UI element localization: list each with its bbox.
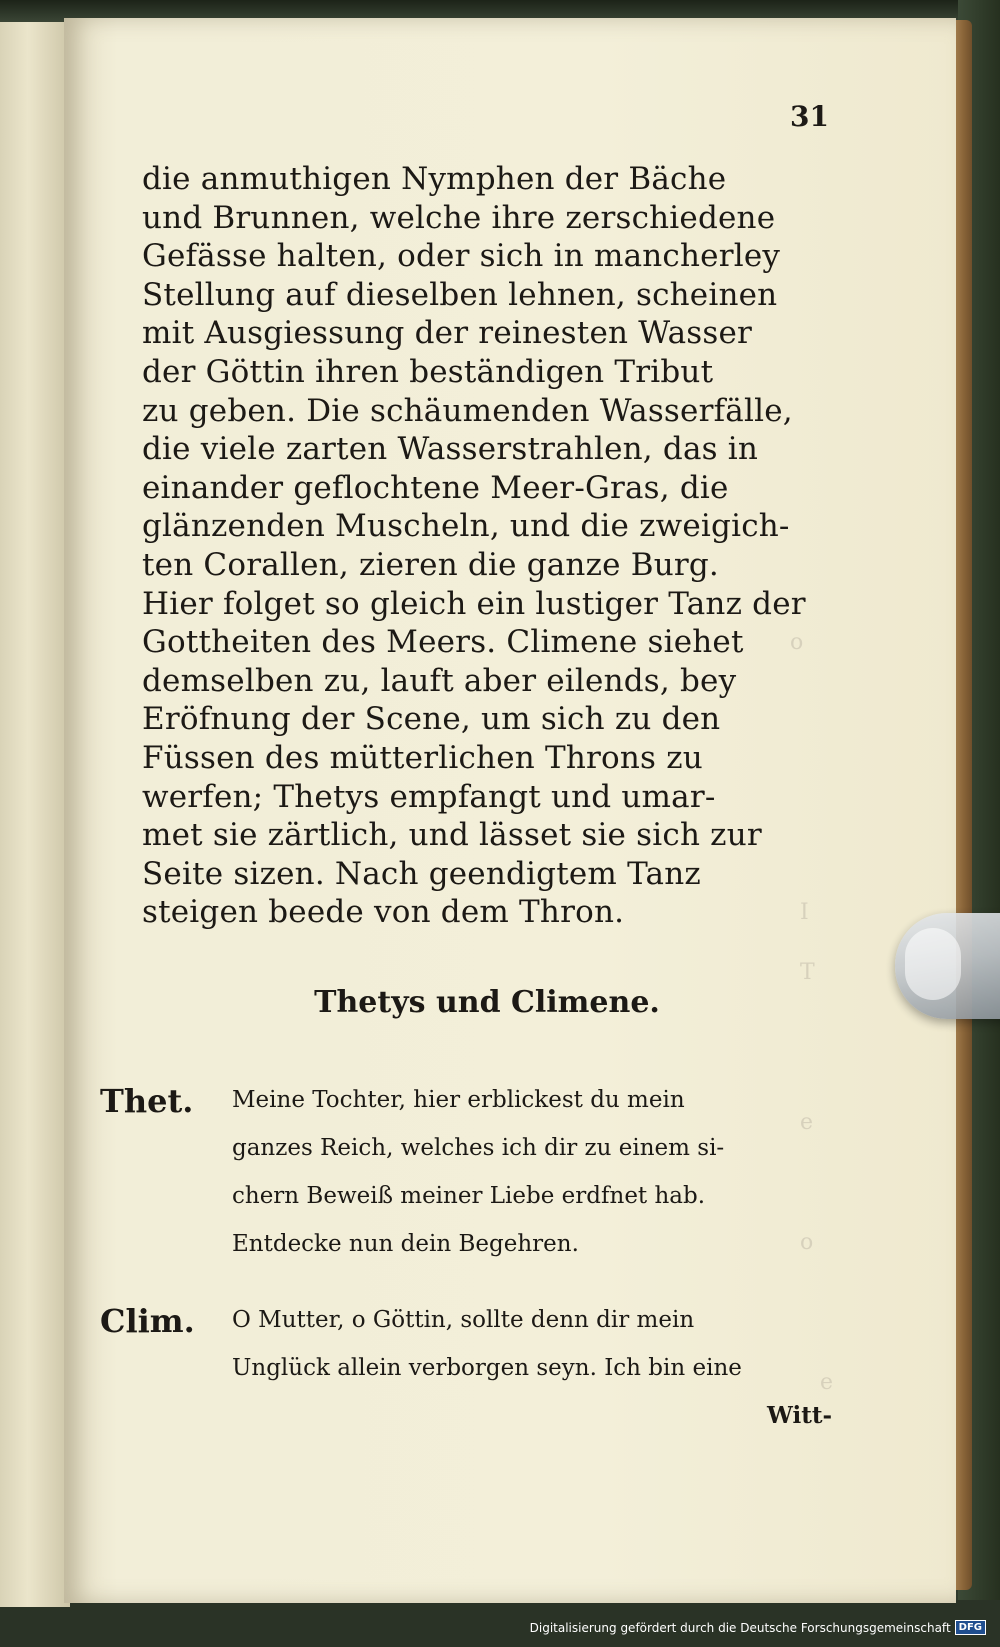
body-line: Hier folget so gleich ein lustiger Tanz der [142,585,806,622]
body-line: Gefässe halten, oder sich in mancherley [142,238,781,275]
scene-heading: Thetys und Climene. [314,985,660,1020]
speech-line: Unglück allein verborgen seyn. Ich bin eine [232,1355,742,1381]
previous-page-edge [0,22,70,1607]
body-line: einander geflochtene Meer-Gras, die [142,469,729,506]
funding-credit: Digitalisierung gefördert durch die Deutsche Forschungsgemeinschaft [529,1620,951,1635]
body-line: Seite sizen. Nach geendigtem Tanz [142,855,701,892]
body-line: der Göttin ihren beständigen Tribut [142,353,714,390]
scanner-thumb-highlight [905,928,961,1000]
speech-line: Entdecke nun dein Begehren. [232,1231,579,1257]
show-through-mark: e [820,1370,834,1395]
body-line: zu geben. Die schäumenden Wasserfälle, [142,392,793,429]
page-number: 31 [790,100,829,133]
body-line: Füssen des mütterlichen Throns zu [142,739,703,776]
body-line: und Brunnen, welche ihre zerschiedene [142,199,776,236]
show-through-mark: I [800,900,809,925]
body-line: mit Ausgiessung der reinesten Wasser [142,315,753,352]
body-line: met sie zärtlich, und lässet sie sich zur [142,817,762,854]
body-line: werfen; Thetys empfangt und umar- [142,778,716,815]
body-line: ten Corallen, zieren die ganze Burg. [142,546,719,583]
body-line: Eröfnung der Scene, um sich zu den [142,701,721,738]
body-line: steigen beede von dem Thron. [142,894,625,931]
speech-line: ganzes Reich, welches ich dir zu einem si- [232,1135,725,1161]
body-line: demselben zu, lauft aber eilends, bey [142,662,737,699]
show-through-mark: o [800,1230,814,1255]
speech-climene [232,1296,832,1440]
dfg-logo: DFG [955,1620,986,1635]
speaker-label-climene: Clim. [100,1302,195,1340]
speaker-label-thetys: Thet. [100,1082,194,1120]
speech-thetys [232,1076,832,1268]
show-through-mark: e [800,1110,814,1135]
body-line: Stellung auf dieselben lehnen, scheinen [142,276,778,313]
body-paragraph [142,160,832,932]
speech-line: O Mutter, o Göttin, sollte denn dir mein [232,1307,695,1333]
body-line: glänzenden Muscheln, und die zweigich- [142,508,790,545]
show-through-mark: o [790,630,804,655]
body-line: die viele zarten Wasserstrahlen, das in [142,431,759,468]
body-line: Gottheiten des Meers. Climene siehet [142,624,744,661]
catchword: Witt- [767,1402,832,1429]
speech-line: Meine Tochter, hier erblickest du mein [232,1087,685,1113]
digitization-footer [530,1620,986,1635]
show-through-mark: T [800,960,815,985]
speech-line: chern Beweiß meiner Liebe erdfnet hab. [232,1183,706,1209]
body-line: die anmuthigen Nymphen der Bäche [142,161,727,197]
